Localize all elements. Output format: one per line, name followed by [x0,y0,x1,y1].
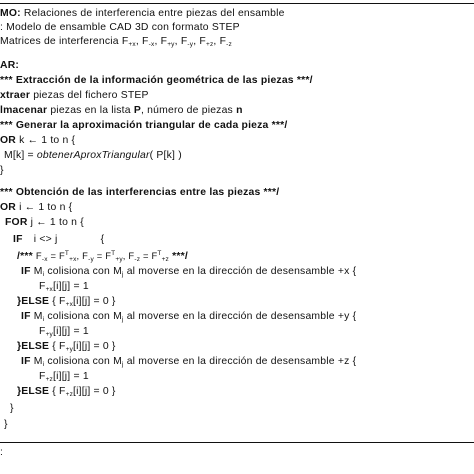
if-y-line: IF $M_i$ colisiona con $M_j$ al moverse en la dirección de desensamble +y { [21,311,357,323]
matrix-+z-base: F [199,36,206,47]
transpose-pairs: $F_{-x} = F^T_{+x}$, $F_{-y} = F^T_{+y}$, $F_{-z} = F^T_{+z}$ [35,250,170,263]
transpose-lhs--z: F [128,250,135,261]
end-label: : [0,447,4,458]
objetivo-text: Relaciones de interferencia entre piezas del ensamble [23,8,285,19]
assign-z-line: $F_{+z}[i][j] = 1$ [39,371,89,383]
matrix-+y-sub: +y [167,41,175,48]
if-ij-line [13,233,104,247]
for-j-keyword: FOR [5,217,28,228]
else-x-keyword: }ELSE [17,296,50,307]
output-first-sub: +x [128,41,136,48]
close-brace-k: } [0,165,4,176]
transpose-rhs-+x: F [58,250,65,261]
for-j-line [5,216,84,230]
if-x-keyword: IF [21,266,31,277]
m-assign-args: ( P[k] ) [149,150,182,161]
matrix-+z-sub: +z [205,41,214,48]
for-k-line [0,134,75,148]
close-brace-j: } [10,403,14,414]
output-matrix-list: $F_{-x}$, $F_{+y}$, $F_{-y}$, $F_{+z}$, $F_{-z}$ [142,36,232,48]
transpose-lhs--y: F [82,250,89,261]
m-assign-lhs: M[k] = [4,150,37,161]
almacenar-keyword: lmacenar [0,105,48,116]
comment-extraction: *** Extracción de la información geométrica de las piezas ***/ [0,75,313,86]
matrix-+y-base: F [160,36,168,47]
comment-triangular: *** Generar la aproximación triangular de cada pieza ***/ [0,120,288,131]
assign-x-line: $F_{+x}[i][j] = 1$ [39,281,89,293]
m-assign-function: obtenerAproxTriangular [36,150,150,161]
objetivo-label: MO: [0,8,21,19]
for-i-keyword: OR [0,202,16,213]
almacenar-text-1: piezas en la lista [50,105,131,116]
if-ij-keyword: IF [13,234,23,245]
output-line: Matrices de interferencia $F_{+x}$, $F_{-x}$, $F_{+y}$, $F_{-y}$, $F_{+z}$, $F_{-z}$ [0,36,232,48]
if-z-keyword: IF [21,356,31,367]
input-text: : Modelo de ensamble CAD 3D con formato STEP [0,22,240,33]
else-z-line: }ELSE { $F_{+z}[i][j] = 0$ } [17,386,116,398]
transpose-comment-line [17,249,188,264]
transpose-comment-end: ***/ [172,251,188,262]
else-y-line: }ELSE { $F_{+y}[i][j] = 0$ } [17,341,116,353]
if-x-line: IF $M_i$ colisiona con $M_j$ al moverse en la dirección de desensamble +x { [21,266,357,278]
extraer-text: piezas del fichero STEP [33,90,149,101]
matrix--y-base: F [180,36,188,47]
else-y-keyword: }ELSE [17,341,50,352]
matrix--x-sub: -x [148,41,155,48]
matrix--z-base: F [219,36,227,47]
almacenar-P: P [133,105,141,116]
input-line [0,21,240,35]
close-brace-i: } [4,419,8,430]
matrix--x-base: F [142,36,149,47]
for-i-line [0,201,72,215]
top-rule [0,3,474,4]
if-y-keyword: IF [21,311,31,322]
for-k-keyword: OR [0,135,16,146]
assign-y-line: $F_{+y}[i][j] = 1$ [39,326,89,338]
for-j-text: j ← 1 to n { [30,217,84,228]
else-z-keyword: }ELSE [17,386,50,397]
matrix--z-sub: -z [226,41,232,48]
extraer-line [0,89,149,103]
transpose-rhs-+z: F [151,250,158,261]
for-k-text: k ← 1 to n { [19,135,76,146]
comment-interferences: *** Obtención de las interferencias entre las piezas ***/ [0,187,280,198]
bottom-rule [0,442,474,443]
almacenar-n: n [236,105,243,116]
if-z-line: IF $M_i$ colisiona con $M_j$ al moverse en la dirección de desensamble +z { [21,356,357,368]
transpose-rhs-+y: F [105,250,112,261]
else-x-line: }ELSE { $F_{+x}[i][j] = 0$ } [17,296,116,308]
transpose-comment-start: /*** [17,251,33,262]
almacenar-line [0,104,243,118]
if-ij-condition: i <> j [33,234,58,245]
almacenar-text-2: , número de piezas [140,105,233,116]
objetivo-line [0,7,285,21]
matrix--y-sub: -y [187,41,194,48]
transpose-lhs--x: F [35,250,42,261]
for-i-text: i ← 1 to n { [19,202,73,213]
output-text: Matrices de interferencia F [0,36,129,47]
m-assign-line [4,149,182,163]
if-ij-brace: { [100,234,105,245]
algorithm-label: AR: [0,60,20,71]
extraer-keyword: xtraer [0,90,31,101]
